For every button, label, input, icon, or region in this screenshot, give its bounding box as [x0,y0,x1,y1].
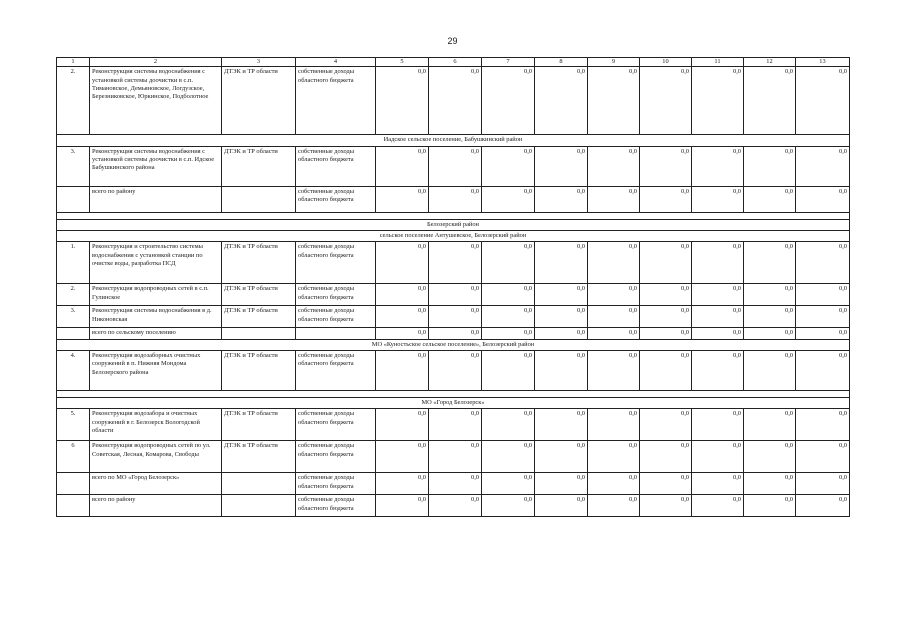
value-cell: 0,0 [744,146,796,186]
value-cell: 0,0 [692,67,744,135]
row-name: всего по МО «Город Белозерск» [90,473,222,495]
section-row [57,339,850,350]
value-cell: 0,0 [482,67,535,135]
value-cell: 0,0 [640,473,692,495]
value-cell: 0,0 [482,186,535,212]
value-cell: 0,0 [744,441,796,473]
value-cell: 0,0 [692,473,744,495]
spacer-cell [57,390,850,397]
value-cell: 0,0 [640,495,692,517]
page-number: 29 [447,36,458,46]
column-header: 13 [796,58,850,67]
value-cell: 0,0 [482,306,535,328]
value-cell: 0,0 [482,146,535,186]
row-executor [222,186,296,212]
row-source: собственные доходы областного бюджета [296,186,376,212]
row-source: собственные доходы областного бюджета [296,409,376,441]
value-cell: 0,0 [429,441,482,473]
table-row [57,441,850,473]
section-title: Белозерский район [57,219,850,230]
value-cell: 0,0 [692,306,744,328]
value-cell: 0,0 [692,328,744,339]
value-cell: 0,0 [482,242,535,284]
total-row [57,473,850,495]
row-name: всего по району [90,495,222,517]
value-cell: 0,0 [796,67,850,135]
row-number: 1. [57,242,90,284]
row-number: 4. [57,350,90,390]
section-title: сельское поселение Антушевское, Белозерский район [57,230,850,241]
value-cell: 0,0 [692,242,744,284]
value-cell: 0,0 [376,350,429,390]
value-cell: 0,0 [535,409,588,441]
value-cell: 0,0 [796,328,850,339]
value-cell: 0,0 [588,328,640,339]
row-source: собственные доходы областного бюджета [296,441,376,473]
row-name: Реконструкция водозаборных очистных сооружений в п. Нижняя Мондома Белозерского района [90,350,222,390]
column-header: 8 [535,58,588,67]
value-cell: 0,0 [429,242,482,284]
row-source: собственные доходы областного бюджета [296,67,376,135]
value-cell: 0,0 [796,350,850,390]
row-number: 3. [57,306,90,328]
value-cell: 0,0 [744,495,796,517]
value-cell: 0,0 [588,284,640,306]
value-cell: 0,0 [588,306,640,328]
column-header: 5 [376,58,429,67]
row-source: собственные доходы областного бюджета [296,242,376,284]
value-cell: 0,0 [744,284,796,306]
value-cell: 0,0 [640,350,692,390]
value-cell: 0,0 [482,284,535,306]
value-cell: 0,0 [692,146,744,186]
column-header: 10 [640,58,692,67]
value-cell: 0,0 [535,186,588,212]
row-name: Реконструкция системы водоснабжения с установкой системы доочистки в с.п. Тимановское, Демьяновское, Логдузское, Березниковское, Юркинское, Подболотное [90,67,222,135]
row-source [296,328,376,339]
row-executor: ДТЭК и ТР области [222,441,296,473]
value-cell: 0,0 [796,146,850,186]
value-cell: 0,0 [640,67,692,135]
row-name: Реконструкция водопроводных сетей в с.п. Гулинское [90,284,222,306]
row-executor: ДТЭК и ТР области [222,146,296,186]
value-cell: 0,0 [640,186,692,212]
row-executor [222,328,296,339]
table-row [57,67,850,135]
value-cell: 0,0 [429,67,482,135]
value-cell: 0,0 [376,495,429,517]
value-cell: 0,0 [535,473,588,495]
row-number [57,186,90,212]
value-cell: 0,0 [796,242,850,284]
value-cell: 0,0 [640,409,692,441]
row-executor: ДТЭК и ТР области [222,350,296,390]
value-cell: 0,0 [535,284,588,306]
table-row [57,409,850,441]
value-cell: 0,0 [376,242,429,284]
section-title: МО «Куностьское сельское поселение», Белозерский район [57,339,850,350]
section-row [57,397,850,408]
table-row [57,350,850,390]
value-cell: 0,0 [429,146,482,186]
value-cell: 0,0 [692,284,744,306]
row-executor [222,473,296,495]
column-header: 1 [57,58,90,67]
row-source: собственные доходы областного бюджета [296,146,376,186]
row-source: собственные доходы областного бюджета [296,473,376,495]
row-source: собственные доходы областного бюджета [296,306,376,328]
column-header: 3 [222,58,296,67]
value-cell: 0,0 [744,409,796,441]
row-number: 5. [57,409,90,441]
value-cell: 0,0 [588,495,640,517]
value-cell: 0,0 [376,328,429,339]
value-cell: 0,0 [482,441,535,473]
value-cell: 0,0 [692,495,744,517]
value-cell: 0,0 [692,409,744,441]
total-row [57,328,850,339]
section-title: Иадское сельское поселение, Бабушкинский район [57,135,850,146]
row-name: Реконструкция системы водоснабжения в д. Никоновская [90,306,222,328]
value-cell: 0,0 [796,284,850,306]
value-cell: 0,0 [744,350,796,390]
row-number: 3. [57,146,90,186]
value-cell: 0,0 [744,473,796,495]
row-source: собственные доходы областного бюджета [296,495,376,517]
value-cell: 0,0 [588,146,640,186]
value-cell: 0,0 [535,306,588,328]
value-cell: 0,0 [429,186,482,212]
row-name: Реконструкция водозабора и очистных сооружений в г. Белозерск Вологодской области [90,409,222,441]
value-cell: 0,0 [376,67,429,135]
row-executor: ДТЭК и ТР области [222,67,296,135]
value-cell: 0,0 [535,242,588,284]
value-cell: 0,0 [429,409,482,441]
value-cell: 0,0 [376,284,429,306]
total-row [57,186,850,212]
value-cell: 0,0 [588,441,640,473]
row-executor [222,495,296,517]
value-cell: 0,0 [640,284,692,306]
value-cell: 0,0 [692,350,744,390]
value-cell: 0,0 [796,495,850,517]
row-source: собственные доходы областного бюджета [296,350,376,390]
row-executor: ДТЭК и ТР области [222,284,296,306]
table-row [57,242,850,284]
section-title: МО «Город Белозерск» [57,397,850,408]
row-name: всего по району [90,186,222,212]
row-number: 6 [57,441,90,473]
value-cell: 0,0 [482,473,535,495]
column-header: 4 [296,58,376,67]
column-header: 2 [90,58,222,67]
row-name: всего по сельскому поселению [90,328,222,339]
row-number: 2. [57,284,90,306]
value-cell: 0,0 [429,306,482,328]
value-cell: 0,0 [429,284,482,306]
value-cell: 0,0 [692,441,744,473]
value-cell: 0,0 [376,146,429,186]
value-cell: 0,0 [640,146,692,186]
table-row [57,284,850,306]
value-cell: 0,0 [796,441,850,473]
value-cell: 0,0 [535,67,588,135]
table-row [57,306,850,328]
spacer-row [57,390,850,397]
value-cell: 0,0 [692,186,744,212]
row-name: Реконструкция и строительство системы водоснабжения с установкой станции по очистке воды, разработка ПСД [90,242,222,284]
value-cell: 0,0 [482,409,535,441]
value-cell: 0,0 [535,441,588,473]
value-cell: 0,0 [796,409,850,441]
value-cell: 0,0 [744,67,796,135]
row-number: 2. [57,67,90,135]
value-cell: 0,0 [588,350,640,390]
value-cell: 0,0 [640,242,692,284]
section-row [57,230,850,241]
value-cell: 0,0 [796,473,850,495]
row-number [57,495,90,517]
value-cell: 0,0 [376,473,429,495]
budget-table [56,57,850,517]
section-row [57,135,850,146]
header-row [57,58,850,67]
table-row [57,146,850,186]
value-cell: 0,0 [429,495,482,517]
value-cell: 0,0 [535,495,588,517]
value-cell: 0,0 [588,473,640,495]
value-cell: 0,0 [744,328,796,339]
column-header: 9 [588,58,640,67]
row-number [57,328,90,339]
value-cell: 0,0 [744,306,796,328]
value-cell: 0,0 [482,495,535,517]
value-cell: 0,0 [376,186,429,212]
total-row [57,495,850,517]
column-header: 11 [692,58,744,67]
value-cell: 0,0 [588,409,640,441]
spacer-cell [57,212,850,219]
value-cell: 0,0 [744,242,796,284]
column-header: 7 [482,58,535,67]
value-cell: 0,0 [535,350,588,390]
value-cell: 0,0 [796,306,850,328]
section-row [57,219,850,230]
value-cell: 0,0 [796,186,850,212]
value-cell: 0,0 [588,67,640,135]
value-cell: 0,0 [640,306,692,328]
value-cell: 0,0 [588,186,640,212]
column-header: 6 [429,58,482,67]
value-cell: 0,0 [535,146,588,186]
value-cell: 0,0 [744,186,796,212]
row-name: Реконструкция водопроводных сетей по ул. Советская, Лесная, Комарова, Свободы [90,441,222,473]
spacer-row [57,212,850,219]
value-cell: 0,0 [640,441,692,473]
row-executor: ДТЭК и ТР области [222,306,296,328]
value-cell: 0,0 [376,409,429,441]
row-executor: ДТЭК и ТР области [222,242,296,284]
value-cell: 0,0 [429,350,482,390]
value-cell: 0,0 [640,328,692,339]
value-cell: 0,0 [588,242,640,284]
value-cell: 0,0 [429,328,482,339]
value-cell: 0,0 [429,473,482,495]
value-cell: 0,0 [376,441,429,473]
column-header: 12 [744,58,796,67]
row-source: собственные доходы областного бюджета [296,284,376,306]
value-cell: 0,0 [482,328,535,339]
value-cell: 0,0 [482,350,535,390]
value-cell: 0,0 [535,328,588,339]
row-name: Реконструкция системы водоснабжения с установкой системы доочистки в с.п. Идское Бабушкинского района [90,146,222,186]
value-cell: 0,0 [376,306,429,328]
row-number [57,473,90,495]
row-executor: ДТЭК и ТР области [222,409,296,441]
